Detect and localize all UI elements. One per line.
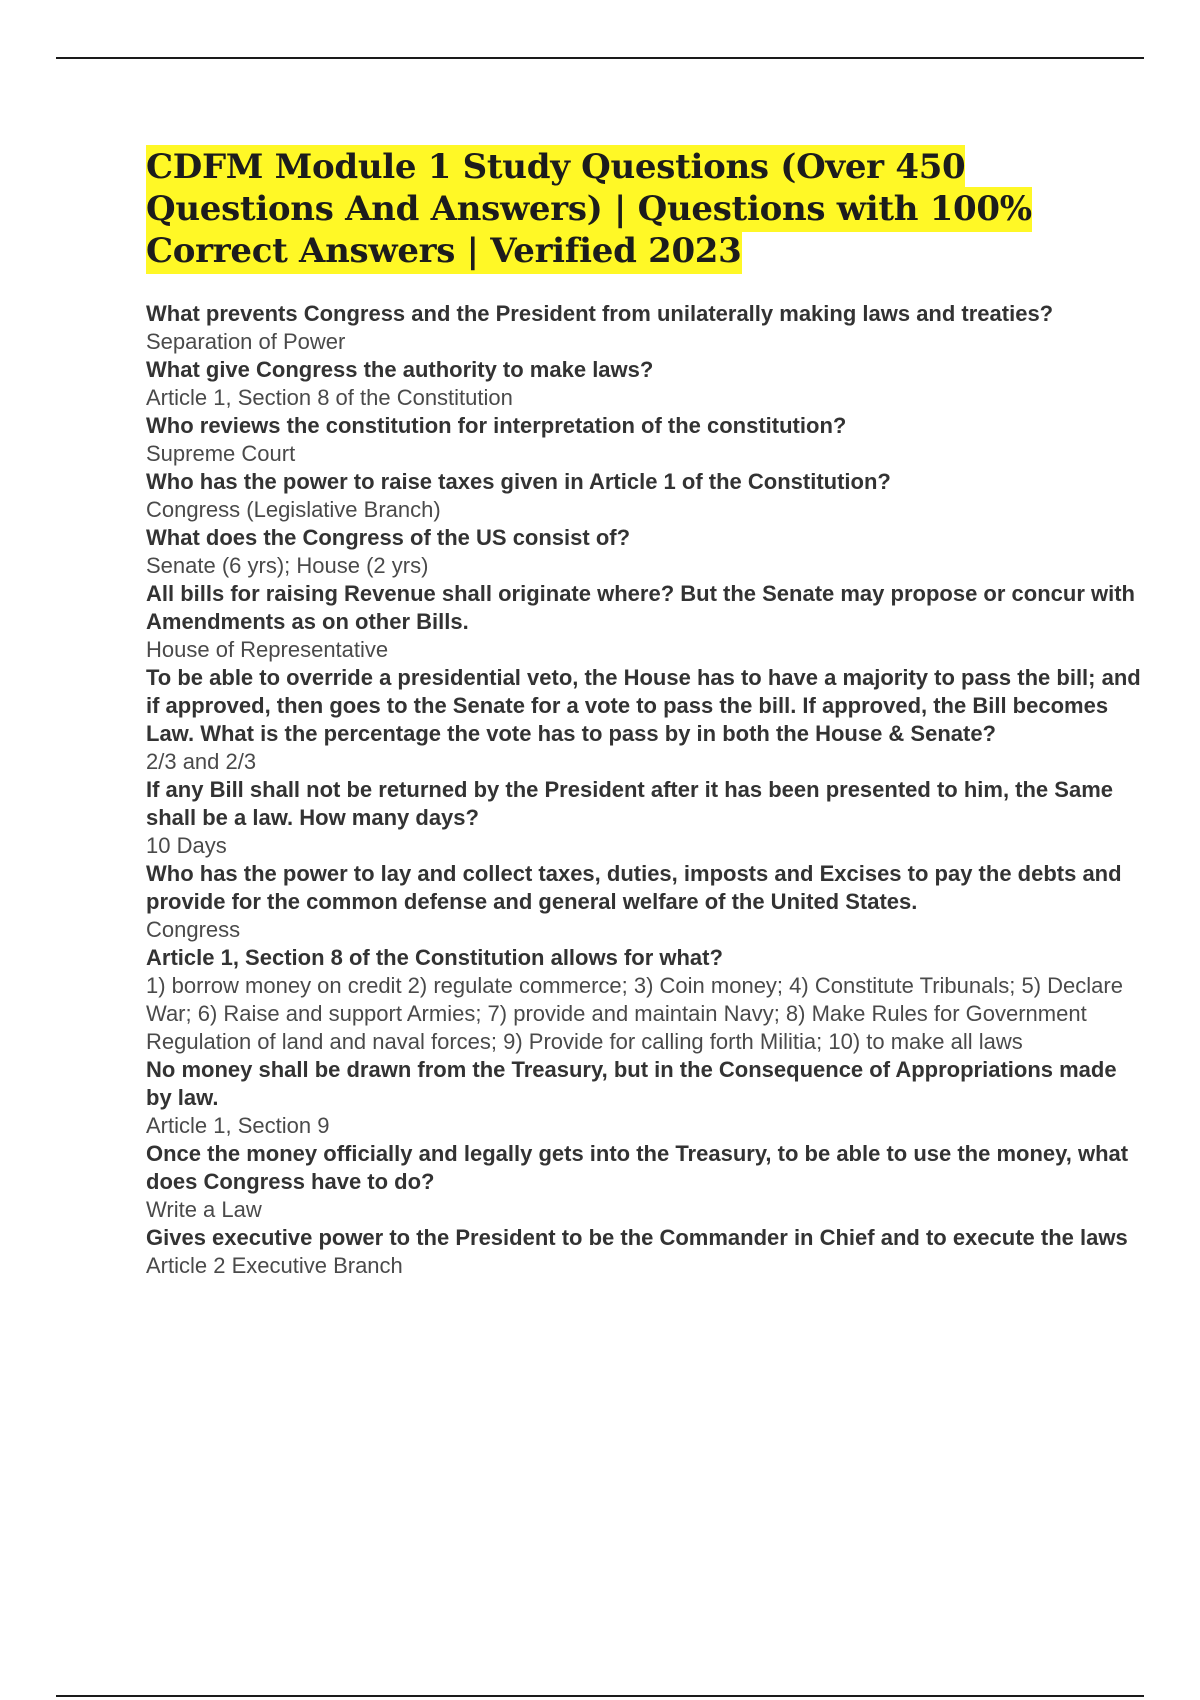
document-title	[146, 146, 1146, 272]
answer-text: 2/3 and 2/3	[146, 749, 257, 774]
answer-text: Congress	[146, 917, 241, 942]
answer-text: Article 1, Section 9	[146, 1113, 330, 1138]
answer-text: Senate (6 yrs); House (2 yrs)	[146, 553, 429, 578]
title-highlight: CDFM Module 1 Study Questions (Over 450 Questions And Answers) | Questions with 100% Correct Answers | Verified 2023	[146, 145, 1032, 274]
question-text: All bills for raising Revenue shall originate where? But the Senate may propose or concur with Amendments as on other Bills.	[146, 581, 1135, 634]
question-text: Article 1, Section 8 of the Constitution allows for what?	[146, 945, 723, 970]
question-text: What give Congress the authority to make laws?	[146, 357, 654, 382]
answer-text: Write a Law	[146, 1197, 262, 1222]
answer-text: Supreme Court	[146, 441, 296, 466]
answer-text: 10 Days	[146, 833, 227, 858]
question-text: Who has the power to lay and collect taxes, duties, imposts and Excises to pay the debts and provide for the common defense and general welfare of the United States.	[146, 861, 1122, 914]
question-text: To be able to override a presidential veto, the House has to have a majority to pass the bill; and if approved, then goes to the Senate for a vote to pass the bill. If approved, the Bill becomes Law. What is the percentage the vote has to pass by in both the House & Senate?	[146, 665, 1141, 746]
question-text: Gives executive power to the President to be the Commander in Chief and to execute the laws	[146, 1225, 1128, 1250]
question-text: Who reviews the constitution for interpretation of the constitution?	[146, 413, 847, 438]
answer-text: Congress (Legislative Branch)	[146, 497, 441, 522]
answer-text: Article 2 Executive Branch	[146, 1253, 403, 1278]
question-text: Who has the power to raise taxes given in Article 1 of the Constitution?	[146, 469, 891, 494]
question-text: What prevents Congress and the President from unilaterally making laws and treaties?	[146, 301, 1054, 326]
question-text: No money shall be drawn from the Treasury, but in the Consequence of Appropriations made by law.	[146, 1057, 1117, 1110]
question-text: What does the Congress of the US consist of?	[146, 525, 631, 550]
answer-text: 1) borrow money on credit 2) regulate commerce; 3) Coin money; 4) Constitute Tribunals; 5) Declare War; 6) Raise and support Armies; 7) provide and maintain Navy; 8) Make Rules for Government Regulation of land and naval forces; 9) Provide for calling forth Militia; 10) to make all laws	[146, 973, 1123, 1054]
top-rule	[56, 57, 1144, 59]
qa-list	[146, 300, 1146, 1280]
question-text: Once the money officially and legally gets into the Treasury, to be able to use the money, what does Congress have to do?	[146, 1141, 1129, 1194]
answer-text: Separation of Power	[146, 329, 346, 354]
document-body	[146, 146, 1146, 1280]
answer-text: House of Representative	[146, 637, 389, 662]
question-text: If any Bill shall not be returned by the President after it has been presented to him, the Same shall be a law. How many days?	[146, 777, 1113, 830]
bottom-rule	[56, 1695, 1144, 1697]
answer-text: Article 1, Section 8 of the Constitution	[146, 385, 513, 410]
